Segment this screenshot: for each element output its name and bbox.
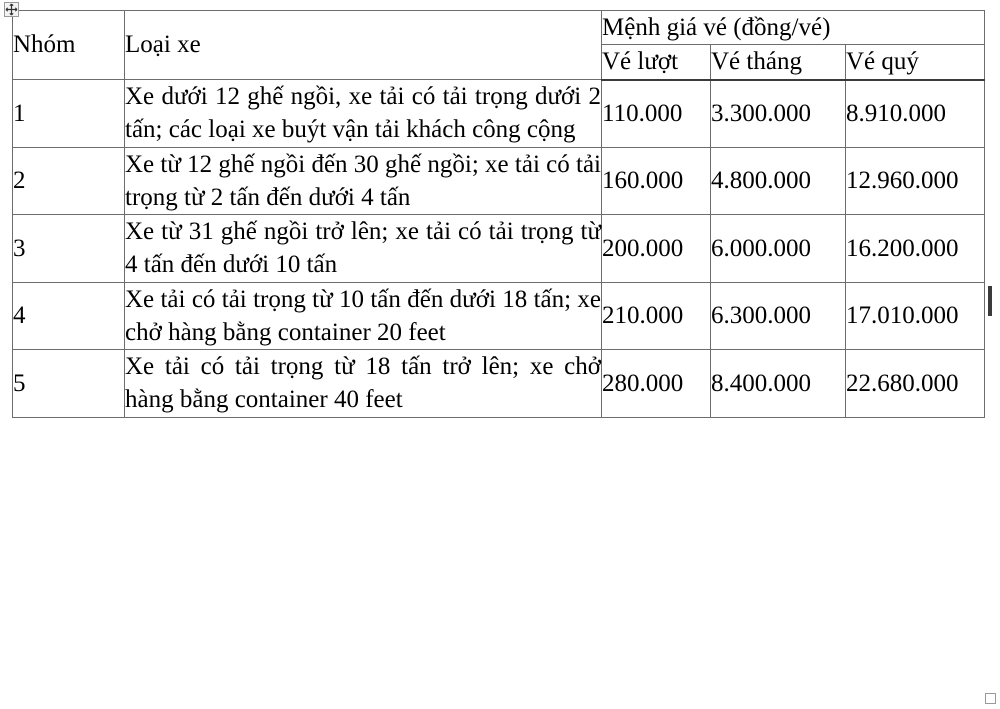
table-resize-handle[interactable] — [985, 693, 996, 704]
cell-vehicle-type: Xe tải có tải trọng từ 10 tấn đến dưới 18 tấn; xe chở hàng bằng container 20 feet — [125, 282, 602, 350]
cell-price-quarterly: 22.680.000 — [846, 350, 985, 418]
cell-price-monthly: 4.800.000 — [711, 147, 846, 215]
cell-group-number: 1 — [13, 80, 125, 148]
cell-vehicle-type: Xe tải có tải trọng từ 18 tấn trở lên; xe chở hàng bằng container 40 feet — [125, 350, 602, 418]
cell-price-single: 110.000 — [602, 80, 711, 148]
table-row — [13, 350, 985, 418]
cell-group-number: 2 — [13, 147, 125, 215]
cell-price-quarterly: 8.910.000 — [846, 80, 985, 148]
cell-price-monthly: 8.400.000 — [711, 350, 846, 418]
price-table — [12, 10, 985, 418]
cell-vehicle-type: Xe dưới 12 ghế ngồi, xe tải có tải trọng dưới 2 tấn; các loại xe buýt vận tải khách công cộng — [125, 80, 602, 148]
cell-group-number: 3 — [13, 215, 125, 283]
header-cell-monthly-ticket: Vé tháng — [711, 45, 846, 80]
cell-price-single: 210.000 — [602, 282, 711, 350]
cell-vehicle-type: Xe từ 12 ghế ngồi đến 30 ghế ngồi; xe tải có tải trọng từ 2 tấn đến dưới 4 tấn — [125, 147, 602, 215]
cell-price-quarterly: 16.200.000 — [846, 215, 985, 283]
header-cell-single-ticket: Vé lượt — [602, 45, 711, 80]
table-row — [13, 80, 985, 148]
header-cell-quarterly-ticket: Vé quý — [846, 45, 985, 80]
cell-group-number: 4 — [13, 282, 125, 350]
table-row — [13, 282, 985, 350]
table-row — [13, 147, 985, 215]
cell-vehicle-type: Xe từ 31 ghế ngồi trở lên; xe tải có tải trọng từ 4 tấn đến dưới 10 tấn — [125, 215, 602, 283]
cell-group-number: 5 — [13, 350, 125, 418]
move-cross-icon — [5, 3, 18, 16]
header-cell-vehicle-type: Loại xe — [125, 11, 602, 80]
cell-price-single: 160.000 — [602, 147, 711, 215]
table-header-row-top — [13, 11, 985, 45]
cell-price-monthly: 3.300.000 — [711, 80, 846, 148]
header-cell-group: Nhóm — [13, 11, 125, 80]
header-cell-price-group: Mệnh giá vé (đồng/vé) — [602, 11, 985, 45]
cell-price-quarterly: 12.960.000 — [846, 147, 985, 215]
cell-price-quarterly: 17.010.000 — [846, 282, 985, 350]
table-row — [13, 215, 985, 283]
table-move-handle[interactable] — [4, 2, 19, 17]
cell-price-monthly: 6.300.000 — [711, 282, 846, 350]
text-caret-mark — [988, 286, 992, 316]
cell-price-monthly: 6.000.000 — [711, 215, 846, 283]
cell-price-single: 200.000 — [602, 215, 711, 283]
cell-price-single: 280.000 — [602, 350, 711, 418]
